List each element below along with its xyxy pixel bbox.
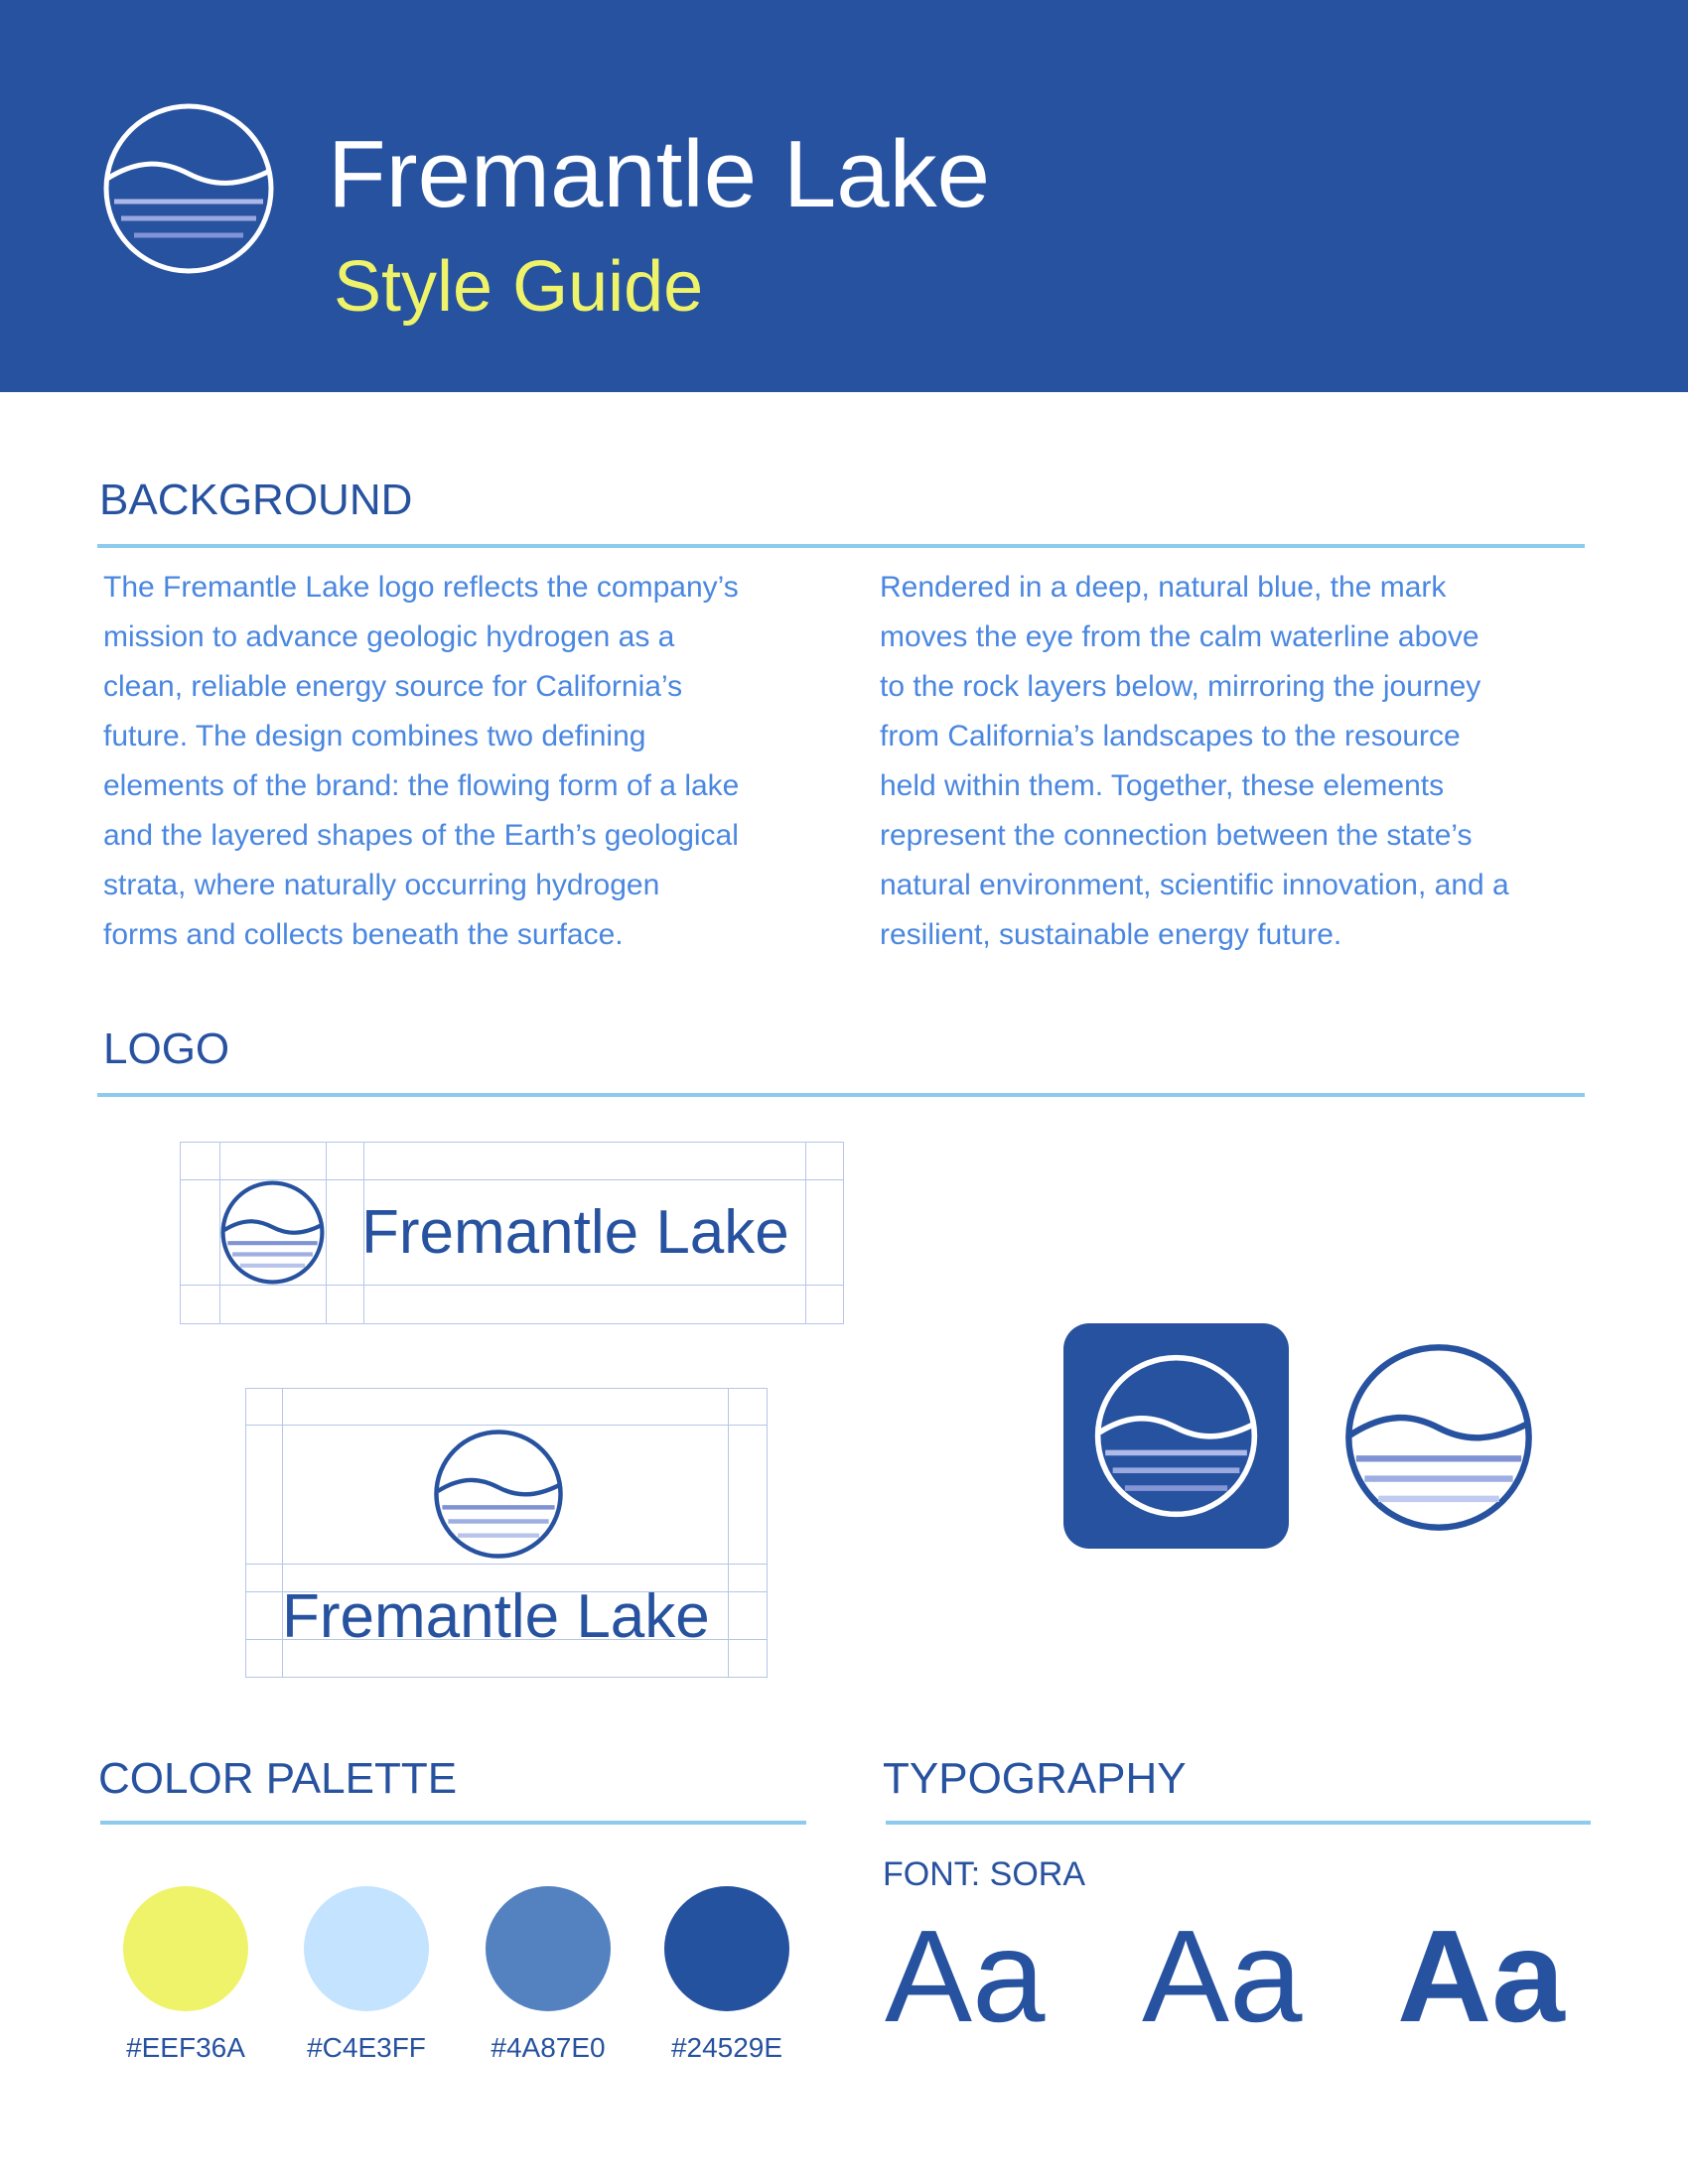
background-col2	[880, 563, 1605, 960]
swatch-mid-blue	[486, 1886, 611, 2011]
swatch-light-blue	[304, 1886, 429, 2011]
grid-line	[326, 1142, 327, 1323]
text-line: mission to advance geologic hydrogen as a	[103, 620, 675, 653]
lake-strata-circle-icon	[432, 1428, 565, 1561]
text-line: The Fremantle Lake logo reflects the company’s	[103, 571, 739, 604]
grid-line	[245, 1425, 767, 1426]
text-line: Rendered in a deep, natural blue, the mark	[880, 571, 1447, 604]
text-line: and the layered shapes of the Earth’s geological	[103, 819, 739, 852]
text-line: forms and collects beneath the surface.	[103, 918, 624, 951]
swatch-deep-blue	[664, 1886, 789, 2011]
swatch-yellow	[123, 1886, 248, 2011]
swatch-label: #EEF36A	[126, 2032, 245, 2063]
logo-rule	[97, 1093, 1585, 1097]
background-rule	[97, 544, 1585, 548]
lake-strata-circle-icon	[1343, 1342, 1534, 1533]
text-line: held within them. Together, these elements	[880, 769, 1445, 802]
typography-heading: TYPOGRAPHY	[883, 1754, 1187, 1803]
lake-strata-circle-icon	[219, 1179, 326, 1286]
lake-strata-circle-icon	[99, 99, 278, 278]
grid-line	[245, 1564, 767, 1565]
swatch-label: #C4E3FF	[307, 2032, 426, 2063]
logo-heading: LOGO	[103, 1024, 230, 1073]
typography-rule	[886, 1821, 1591, 1825]
stacked-wordmark: Fremantle Lake	[282, 1582, 710, 1651]
type-sample-regular: Aa	[885, 1903, 1046, 2049]
text-line: represent the connection between the state’s	[880, 819, 1473, 852]
page-title: Fremantle Lake	[328, 121, 990, 227]
text-line: elements of the brand: the flowing form of a lake	[103, 769, 740, 802]
horizontal-wordmark: Fremantle Lake	[361, 1198, 789, 1267]
text-line: natural environment, scientific innovation, and a	[880, 869, 1509, 901]
swatch-label: #4A87E0	[491, 2032, 606, 2063]
text-line: resilient, sustainable energy future.	[880, 918, 1342, 951]
text-line: from California’s landscapes to the resource	[880, 720, 1461, 752]
type-sample-medium: Aa	[1142, 1903, 1303, 2049]
font-label: FONT: SORA	[883, 1855, 1086, 1893]
background-col1	[103, 563, 828, 960]
background-heading: BACKGROUND	[99, 476, 413, 524]
grid-line	[728, 1388, 729, 1677]
text-line: to the rock layers below, mirroring the journey	[880, 670, 1481, 703]
swatch-label: #24529E	[670, 2032, 783, 2063]
grid-line	[805, 1142, 806, 1323]
palette-rule	[100, 1821, 806, 1825]
text-line: moves the eye from the calm waterline above	[880, 620, 1479, 653]
page-subtitle: Style Guide	[334, 247, 704, 327]
lake-strata-circle-icon	[1092, 1352, 1260, 1520]
text-line: future. The design combines two defining	[103, 720, 646, 752]
text-line: strata, where naturally occurring hydrogen	[103, 869, 660, 901]
palette-heading: COLOR PALETTE	[98, 1754, 458, 1803]
text-line: clean, reliable energy source for California’s	[103, 670, 683, 703]
type-sample-bold: Aa	[1397, 1903, 1565, 2049]
